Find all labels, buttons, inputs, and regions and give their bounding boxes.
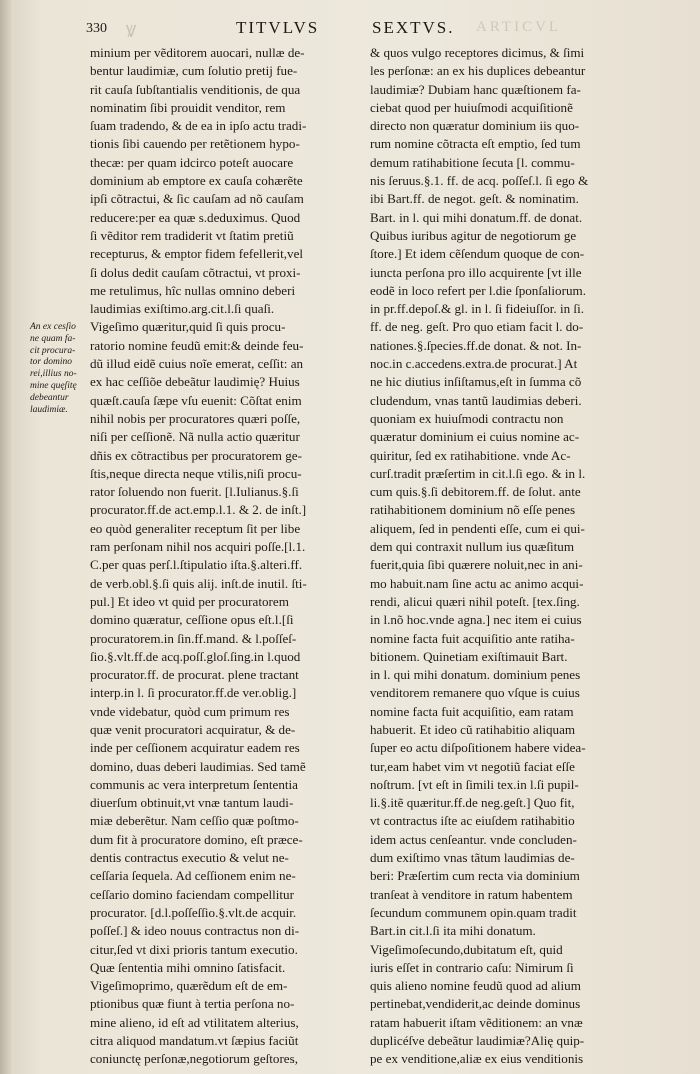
text-line: citur,ſed vt dixi prioris tantum executio. (90, 941, 298, 957)
text-line: me retulimus, hîc nullas omnino deberi (90, 282, 296, 298)
text-line: li.§.itẽ quæritur.ff.de neg.geſt.] Quo fit, (370, 795, 575, 811)
text-line: ſtore.] Et idem cẽſendum quoque de con- (370, 246, 585, 262)
text-line: quis alieno nomine feudũ quod ad alium (370, 978, 581, 994)
text-line: vt contractus iſte ac eiuſdem ratihabitio (370, 813, 575, 829)
text-line: domino, duas deberi laudimias. Sed tamẽ (90, 758, 306, 774)
text-line: mo habuit.nam ſine actu ac animo acqui- (370, 575, 584, 591)
text-line: demum ratihabitione ſecuta [l. commu- (370, 154, 575, 170)
text-line: quæratur dominium ei cuius nomine ac- (370, 429, 580, 445)
text-line: tionis ſibi cauendo per retẽtionem hypo- (90, 136, 300, 152)
text-line: thecæ: per quam idcirco poteſt auocare (90, 154, 294, 170)
text-line: in pr.ff.depoſ.& gl. in l. ſi fideiuſſor. in ſi. (370, 301, 584, 317)
text-line: Quibus iuribus agitur de negotiorum ge (370, 227, 577, 243)
text-line: bentur laudimiæ, cum ſolutio pretij fue- (90, 63, 298, 79)
text-line: ptionibus quæ fiunt à tertia perſona no- (90, 996, 295, 1012)
text-line: bitionem. Quinetiam exiſtimauit Bart. (370, 648, 568, 664)
text-line: ſtis,neque directa neque vtilis,niſi procu- (90, 465, 302, 481)
running-header (86, 18, 636, 44)
text-line: eodẽ in loco refert per l.die ſponſaliorum. (370, 282, 586, 298)
text-line: poſſeſ.] & ideo nouus contractus non di- (90, 923, 300, 939)
text-line: ff. de neg. geſt. Pro quo etiam facit l. do- (370, 319, 584, 335)
text-line: nationes.§.ſpecies.ff.de donat. & not. In- (370, 337, 582, 353)
text-line: ipſi cõtractui, & ſic cauſam ad nõ cauſam (90, 191, 304, 207)
text-line: ratorio nomine feudũ emit:& deinde feu- (90, 337, 304, 353)
text-line: nihil nobis per procuratores quæri poſſe, (90, 410, 301, 426)
text-line: reducere:per ea quæ s.deduximus. Quod (90, 209, 301, 225)
text-line: ſuam tradendo, & de ea in ipſo actu tradi- (90, 118, 307, 134)
text-line: pe ex venditione,aliæ ex eius venditionis (370, 1051, 584, 1067)
text-line: mine alieno, id eſt ad vtilitatem alterius, (90, 1014, 299, 1030)
text-line: dñis ex cõtractibus per procuratorem ge- (90, 447, 302, 463)
text-line: recepturus, & emptor fidem fefellerit,vel (90, 246, 304, 262)
left-column (90, 44, 360, 1069)
text-line: laudimias exiſtimo.arg.cit.l.ſi quaſi. (90, 301, 275, 317)
text-line: dem qui contraxit nullum ius quæſitum (370, 539, 575, 555)
text-line: ſecundum communem opin.quam tradit (370, 904, 577, 920)
text-line: Vigeſimoſecundo,dubitatum eſt, quid (370, 941, 563, 957)
text-line: habuerit. Et ideo cũ ratihabitio aliquam (370, 721, 576, 737)
margin-note-line: ne quam fa- (30, 333, 76, 344)
margin-note (30, 322, 90, 416)
margin-note-line: debeantur (30, 392, 69, 403)
text-line: & quos vulgo receptores dicimus, & ſimi (370, 45, 585, 60)
text-line: noſtrum. [vt eſt in ſimili tex.in l.ſi pupil- (370, 776, 579, 792)
running-title-part2: SEXTVS. (372, 18, 455, 37)
text-line: ratam habuerit iſtam vẽditionem: an vnæ (370, 1014, 583, 1030)
text-line: niſi per ceſſionẽ. Nã nulla actio quæritur (90, 429, 300, 445)
text-line: duplicéſve debeãtur laudimiæ?Alię quip- (370, 1033, 585, 1049)
text-line: tur,eam habet vim vt negotiũ faciat eſſe (370, 758, 575, 774)
text-line: dum exiſtimo vnas tãtum laudimias de- (370, 850, 575, 866)
margin-note-line: tor domino (30, 357, 72, 368)
text-line: tranſeat à venditore in ratum habentem (370, 886, 573, 902)
text-line: ceſſaria ſequela. Ad ceſſionem enim ne- (90, 868, 296, 884)
text-line: laudimiæ? Dubiam hanc quæſtionem fa- (370, 81, 581, 97)
text-line: ſi vẽditor rem tradiderit vt ſtatim pretiũ (90, 227, 294, 243)
text-line: ram perſonam nihil nos acquiri poſſe.[l.1. (90, 539, 306, 555)
text-line: vnde videbatur, quòd cum primum res (90, 703, 290, 719)
text-line: ſuper eo actu diſpoſitionem habere videa- (370, 740, 586, 756)
text-line: iuncta perſona pro illo acquirente [vt ille (370, 264, 582, 280)
text-line: venditorem remanere quo vſque is cuius (370, 685, 580, 701)
margin-note-line: cit procura- (30, 345, 76, 356)
text-line: C.per quas perſ.l.ſtipulatio iſta.§.alteri.ff. (90, 557, 303, 573)
text-line: dum fit à procuratore domino, eſt præce- (90, 831, 303, 847)
text-line: curſ.tradit præſertim in cit.l.ſi ego. & in l. (370, 465, 586, 481)
text-line: quæſt.cauſa ſæpe vſu euenit: Cõſtat enim (90, 392, 302, 408)
text-line: de verb.obl.§.ſi quis alij. inſt.de inutil. ſti- (90, 575, 307, 591)
text-line: cum quis.§.ſi debitorem.ff. de ſolut. ante (370, 484, 581, 500)
text-line: iuris eſſet in contrario caſu: Nimirum ſi (370, 959, 574, 975)
text-line: citra aliquod mandatum.vt ſæpius faciũt (90, 1033, 299, 1049)
text-line: domino quæratur, ceſſione opus eſt.l.[ſi (90, 612, 294, 628)
text-line: beri: Præſertim cum recta via dominium (370, 868, 580, 884)
text-line: idem actus cenſeantur. vnde concluden- (370, 831, 577, 847)
text-line: ciebat quod per huiuſmodi acquiſitionẽ (370, 99, 573, 115)
text-line: quæ venit procuratori acquiratur, & de- (90, 721, 296, 737)
text-line: cludendum, vnas tantũ laudimias deberi. (370, 392, 582, 408)
text-line: Vigeſimoprimo, quærẽdum eſt de em- (90, 978, 288, 994)
text-line: procurator.ff. de procurat. plene tractant (90, 667, 299, 683)
text-line: ibi Bart.ff. de negot. geſt. & nominatim. (370, 191, 579, 207)
text-line: aliquem, ſed in pendenti eſſe, cum ei qui- (370, 520, 585, 536)
text-line: communis ac vera interpretum ſententia (90, 776, 298, 792)
text-line: procurator.ff.de act.emp.l.1. & 2. de inſt.] (90, 502, 307, 518)
text-line: inde per ceſſionem acquiratur eadem res (90, 740, 300, 756)
text-line: quiritur, ſed ex ratihabitione. vnde Ac- (370, 447, 571, 463)
text-line: quoniam ex huiuſmodi contractu non (370, 410, 564, 426)
text-line: ratihabitionem dominium nõ eſſe penes (370, 502, 576, 518)
margin-note-line: rei,illius no- (30, 369, 77, 380)
text-line: Quæ ſententia mihi omnino ſatisfacit. (90, 959, 286, 975)
text-line: rit cauſa ſubſtantialis venditionis, de qua (90, 81, 301, 97)
text-line: fuerit,quia ſibi quærere noluit,nec in ani- (370, 557, 583, 573)
text-line: nomine facta fuit acquiſitio, eam ratam (370, 703, 574, 719)
text-line: directo non quæratur dominium iis quo- (370, 118, 580, 134)
text-line: Bart. in l. qui mihi donatum.ff. de donat. (370, 209, 583, 225)
text-line: dũ illud eidẽ cuius noĩe emerat, ceſſit: an (90, 356, 304, 372)
bleed-through-right: ARTICVL (476, 19, 562, 35)
text-line: procurator. [d.l.poſſeſſio.§.vlt.de acquir. (90, 904, 297, 920)
text-line: procuratorem.in ſin.ff.mand. & l.poſſeſ- (90, 630, 297, 646)
gutter-shadow (0, 0, 14, 1074)
text-line: in l. qui mihi donatum. dominium penes (370, 667, 581, 683)
text-line: diuerſum obtinuit,vt vnæ tantum laudi- (90, 795, 294, 811)
bleed-through-left: Ꝟ (126, 22, 140, 41)
text-line: noc.in c.accedens.extra.de procurat.] At (370, 356, 578, 372)
text-line: ne hic diutius inſiſtamus,eſt in ſumma cõ (370, 374, 582, 390)
text-line: coniunctę perſonæ,negotiorum geſtores, (90, 1051, 298, 1067)
text-line: ſio.§.vlt.ff.de acq.poſſ.gloſ.ſing.in l.quod (90, 648, 301, 664)
text-line: nis ſeruus.§.1. ff. de acq. poſſeſ.l. ſi ego & (370, 173, 589, 189)
text-line: interp.in l. ſi procurator.ff.de ver.oblig.] (90, 685, 297, 701)
running-title-part1: TITVLVS (236, 18, 320, 37)
margin-note-line: mine quęſitę (30, 380, 77, 391)
margin-note-line: An ex cesſio (30, 322, 76, 332)
text-line: pul.] Et ideo vt quid per procuratorem (90, 593, 289, 609)
text-line: Bart.in cit.l.ſi ita mihi donatum. (370, 923, 536, 939)
text-line: rator ſoluendo non fuerit. [l.Iulianus.§.ſi (90, 484, 299, 500)
text-line: dentis contractus executio & velut ne- (90, 850, 289, 866)
text-line: nominatim ſibi prouidit venditor, rem (90, 99, 286, 115)
text-line: ceſſario domino faciendam compellitur (90, 886, 294, 902)
text-line: nomine facta fuit acquiſitio ante ratiha- (370, 630, 575, 646)
text-line: miæ deberẽtur. Nam ceſſio quæ poſtmo- (90, 813, 299, 829)
text-line: rum nomine cõtracta eſt emptio, ſed tum (370, 136, 581, 152)
text-line: les perſonæ: an ex his duplices debeantur (370, 63, 586, 79)
text-line: rendi, alicui quæri nihil poteſt. [tex.ſing. (370, 593, 580, 609)
text-line: dominium ab emptore ex cauſa cohærẽte (90, 173, 303, 189)
text-line: eo quòd generaliter receptum ſit per libe (90, 520, 301, 536)
text-line: in l.nõ hoc.vnde agna.] nec item ei cuius (370, 612, 582, 628)
text-line: ſi dolus dedit cauſam cõtractui, vt proxi- (90, 264, 301, 280)
right-column (370, 44, 640, 1069)
margin-note-line: laudimiæ. (30, 404, 68, 415)
text-line: pertinebat,vendiderit,ac deinde dominus (370, 996, 581, 1012)
text-line: Vigeſimo quæritur,quid ſi quis procu- (90, 319, 286, 335)
text-line: minium per vẽditorem auocari, nullæ de- (90, 45, 305, 60)
text-line: ex hac ceſſiõe debeãtur laudimię? Huius (90, 374, 300, 390)
page-number: 330 (86, 21, 107, 36)
